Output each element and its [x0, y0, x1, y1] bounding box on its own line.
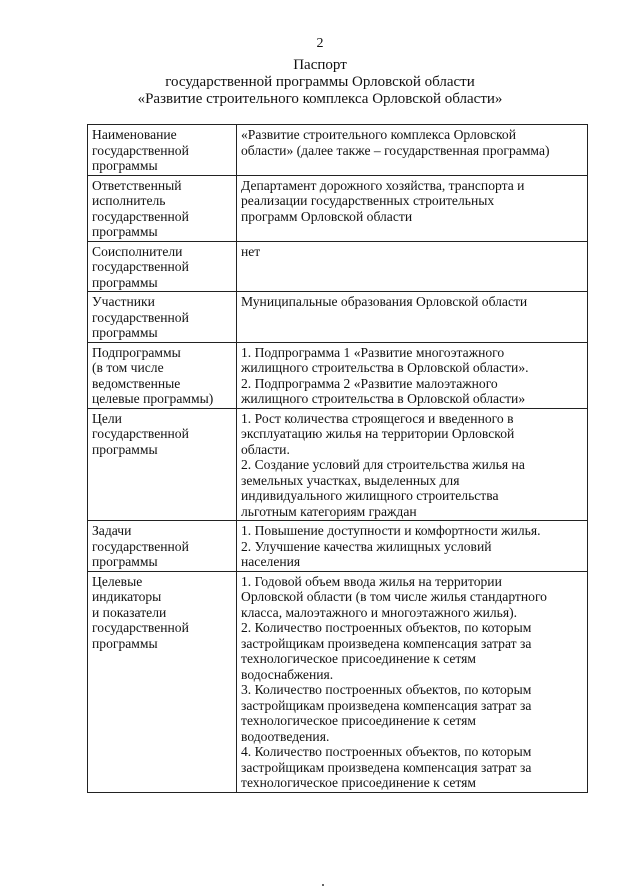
row-label-line: Наименование: [92, 127, 177, 142]
row-label-line: исполнитель: [92, 193, 166, 208]
row-value-line: льготным категориям граждан: [241, 503, 417, 519]
row-label-line: ведомственные: [92, 375, 181, 391]
row-label-line: индикаторы: [92, 589, 162, 604]
row-label-cell: [88, 342, 237, 408]
row-label-cell: [88, 125, 237, 176]
row-label-line: Подпрограммы: [92, 344, 181, 360]
row-value-line: населения: [241, 554, 301, 569]
page-number: 2: [316, 36, 324, 51]
row-label-line: Соисполнители: [92, 243, 183, 259]
row-value-line: 1. Повышение доступности и комфортности жилья.: [241, 523, 541, 538]
row-value-line: водоотведения.: [241, 728, 330, 744]
document-title: [0, 57, 640, 108]
row-label-line: программы: [92, 635, 158, 651]
row-label-cell: [88, 241, 237, 292]
table-row: [88, 241, 588, 292]
row-value-line: «Развитие строительного комплекса Орловской: [241, 127, 516, 142]
row-value-line: Муниципальные образования Орловской области: [241, 294, 528, 309]
row-value-line: технологическое присоединение к сетям: [241, 651, 476, 666]
row-value-cell: [237, 342, 588, 408]
row-value-line: 2. Улучшение качества жилищных условий: [241, 538, 492, 554]
title-line-1: Паспорт: [293, 57, 347, 73]
row-value-line: 4. Количество построенных объектов, по которым: [241, 744, 532, 759]
row-value-line: области» (далее также – государственная программа): [241, 142, 550, 158]
table-row: [88, 408, 588, 521]
row-value-line: 2. Количество построенных объектов, по которым: [241, 620, 532, 635]
row-label-line: государственной: [92, 620, 189, 635]
table-row: [88, 292, 588, 343]
row-label-line: (в том числе: [92, 360, 164, 375]
row-value-line: технологическое присоединение к сетям: [241, 713, 476, 728]
row-value-line: программ Орловской области: [241, 208, 413, 224]
row-label-line: государственной: [92, 309, 189, 325]
table-row: [88, 175, 588, 241]
table-row: [88, 571, 588, 792]
title-line-2: государственной программы Орловской области: [165, 74, 475, 90]
row-label-line: Участники: [92, 294, 155, 309]
row-label-line: целевые программы): [92, 391, 214, 406]
row-value-line: застройщикам произведена компенсация затрат за: [241, 759, 532, 775]
row-value-cell: [237, 521, 588, 572]
row-label-line: программы: [92, 274, 158, 290]
scan-speck: [322, 884, 324, 886]
row-value-line: 3. Количество построенных объектов, по которым: [241, 682, 532, 697]
row-label-cell: [88, 571, 237, 792]
row-label-line: программы: [92, 158, 158, 173]
row-value-line: 1. Годовой объем ввода жилья на территории: [241, 573, 502, 589]
passport-table-body: [88, 125, 588, 793]
row-value-line: водоснабжения.: [241, 666, 334, 682]
row-value-line: нет: [241, 243, 261, 259]
row-value-line: области.: [241, 441, 290, 457]
title-line-3: «Развитие строительного комплекса Орловской области»: [137, 91, 503, 107]
row-value-line: земельных участках, выделенных для: [241, 472, 460, 488]
row-value-line: застройщикам произведена компенсация затрат за: [241, 635, 532, 651]
row-label-cell: [88, 521, 237, 572]
row-value-cell: [237, 408, 588, 521]
row-value-cell: [237, 125, 588, 176]
row-label-line: государственной: [92, 538, 189, 554]
row-value-cell: [237, 571, 588, 792]
row-label-line: Цели: [92, 410, 122, 426]
row-value-line: 2. Создание условий для строительства жилья на: [241, 457, 525, 472]
row-value-cell: [237, 241, 588, 292]
row-value-line: застройщикам произведена компенсация затрат за: [241, 697, 532, 713]
row-value-line: жилищного строительства в Орловской области».: [241, 360, 529, 375]
row-value-cell: [237, 292, 588, 343]
row-value-line: технологическое присоединение к сетям: [241, 775, 476, 790]
row-value-line: жилищного строительства в Орловской области»: [241, 391, 526, 406]
row-value-line: Орловской области (в том числе жилья стандартного: [241, 589, 547, 604]
row-label-cell: [88, 292, 237, 343]
row-label-line: программы: [92, 441, 158, 457]
row-value-line: реализации государственных строительных: [241, 193, 495, 208]
row-label-line: программы: [92, 224, 158, 239]
passport-table: [87, 124, 588, 793]
row-value-cell: [237, 175, 588, 241]
row-label-line: Задачи: [92, 523, 132, 538]
row-value-line: 1. Подпрограмма 1 «Развитие многоэтажного: [241, 344, 505, 360]
row-value-line: класса, малоэтажного и многоэтажного жилья).: [241, 604, 518, 620]
row-value-line: индивидуального жилищного строительства: [241, 488, 499, 503]
row-label-cell: [88, 175, 237, 241]
row-label-line: и показатели: [92, 604, 167, 620]
row-label-line: программы: [92, 325, 158, 340]
table-row: [88, 125, 588, 176]
row-label-line: программы: [92, 554, 158, 569]
row-label-line: Целевые: [92, 573, 143, 589]
row-label-line: государственной: [92, 259, 189, 274]
row-label-line: государственной: [92, 426, 189, 441]
row-value-line: эксплуатацию жилья на территории Орловской: [241, 426, 515, 441]
row-label-line: государственной: [92, 142, 189, 158]
row-value-line: 2. Подпрограмма 2 «Развитие малоэтажного: [241, 375, 498, 391]
table-row: [88, 521, 588, 572]
table-row: [88, 342, 588, 408]
row-value-line: Департамент дорожного хозяйства, транспорта и: [241, 177, 525, 193]
row-label-line: Ответственный: [92, 177, 182, 193]
row-label-line: государственной: [92, 208, 189, 224]
row-value-line: 1. Рост количества строящегося и введенного в: [241, 410, 514, 426]
row-label-cell: [88, 408, 237, 521]
